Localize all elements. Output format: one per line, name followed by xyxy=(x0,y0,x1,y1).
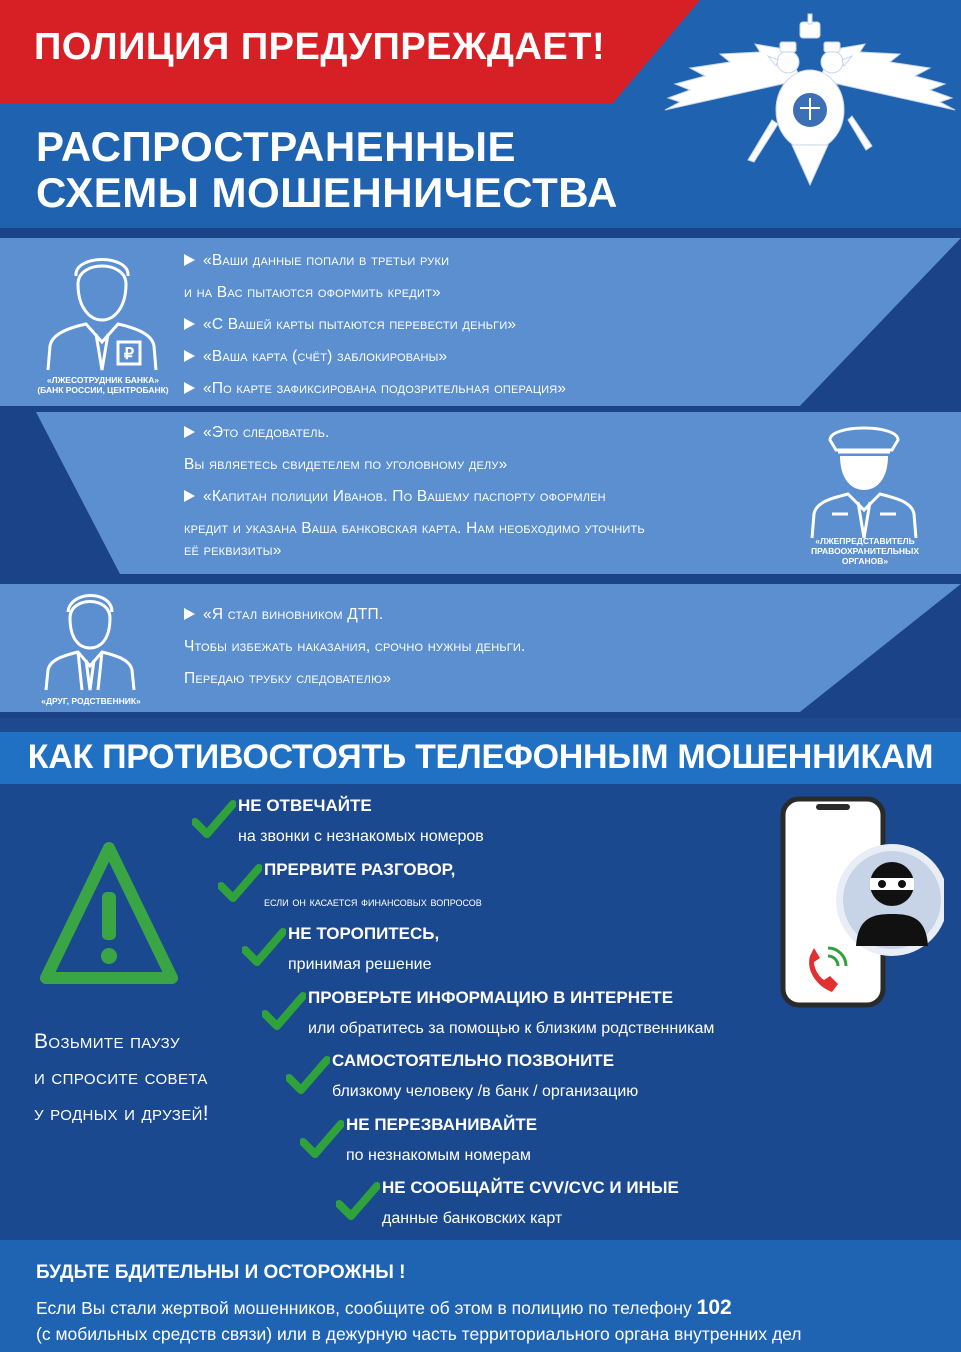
tip-subtext: близкому человеку /в банк / организацию xyxy=(332,1083,639,1100)
scheme-line-text: кредит и указана Ваша банковская карта. Нам необходимо уточнить xyxy=(184,520,645,537)
checkmark-icon xyxy=(192,800,236,840)
scheme-line xyxy=(184,284,441,302)
scheme-line xyxy=(184,670,391,688)
scheme-line-text: Вы являетесь свидетелем по уголовному делу» xyxy=(184,456,508,473)
scheme-line-text: и на Вас пытаются оформить кредит» xyxy=(184,284,441,301)
tip-heading: НЕ СООБЩАЙТЕ CVV/CVC И ИНЫЕ xyxy=(382,1178,679,1197)
police-officer-icon xyxy=(808,418,920,540)
bullet-triangle-icon xyxy=(184,350,195,362)
bullet-triangle-icon xyxy=(184,318,195,330)
checkmark-icon xyxy=(300,1120,344,1160)
tip-subtext: или обратитесь за помощью к близким родственникам xyxy=(308,1020,715,1037)
bullet-triangle-icon xyxy=(184,382,195,394)
scheme-line xyxy=(184,638,526,656)
relative-person-icon xyxy=(42,586,138,692)
scheme-line xyxy=(184,606,383,624)
scheme-line-text: «Я стал виновником ДТП. xyxy=(203,606,384,623)
checkmark-icon xyxy=(336,1182,380,1222)
caption-line: «ДРУГ, РОДСТВЕННИК» xyxy=(41,696,141,706)
scheme-relative xyxy=(0,584,961,712)
scheme-line-text: «Капитан полиции Иванов. По Вашему паспорту оформлен xyxy=(203,488,606,505)
footer-line-1-text: Если Вы стали жертвой мошенников, сообщите об этом в полицию по телефону xyxy=(36,1298,692,1318)
page-title xyxy=(36,124,618,216)
caption-line: «ЛЖЕПРЕДСТАВИТЕЛЬ xyxy=(815,536,915,546)
pause-advice-line: Возьмите паузу xyxy=(34,1030,180,1053)
phone-scammer-icon xyxy=(780,796,944,1010)
scheme-line xyxy=(184,252,449,270)
tip-heading: САМОСТОЯТЕЛЬНО ПОЗВОНИТЕ xyxy=(332,1051,615,1070)
tip-subtext: если он касается финансовых вопросов xyxy=(264,894,482,909)
caption-fake-officer xyxy=(800,536,930,566)
scheme-line-text: Чтобы избежать наказания, срочно нужны деньги. xyxy=(184,638,526,655)
pause-advice-line: и спросите совета xyxy=(34,1066,208,1089)
pause-advice-line: у родных и друзей! xyxy=(34,1102,210,1125)
bullet-triangle-icon xyxy=(184,426,195,438)
bullet-triangle-icon xyxy=(184,254,195,266)
scheme-line-text: Передаю трубку следователю» xyxy=(184,670,392,687)
scheme-line xyxy=(184,488,606,506)
scheme-line-text: «С Вашей карты пытаются перевести деньги» xyxy=(203,316,517,333)
caption-line: (БАНК РОССИИ, ЦЕНТРОБАНК) xyxy=(37,385,169,395)
tip-heading: НЕ ОТВЕЧАЙТЕ xyxy=(238,796,372,815)
tip-heading: ПРЕРВИТЕ РАЗГОВОР, xyxy=(264,860,456,879)
scheme-bank-employee xyxy=(0,238,961,406)
tip-subtext: принимая решение xyxy=(288,956,432,973)
tip-subtext: по незнакомым номерам xyxy=(346,1147,531,1164)
tip-subtext: на звонки с незнакомых номеров xyxy=(238,828,484,845)
scheme-line-text: «Ваша карта (счёт) заблокированы» xyxy=(203,348,448,365)
page-title-line-1: РАСПРОСТРАНЕННЫЕ xyxy=(36,123,516,170)
page-title-line-2: СХЕМЫ МОШЕННИЧЕСТВА xyxy=(36,169,618,216)
caption-line: «ЛЖЕСОТРУДНИК БАНКА» xyxy=(46,375,160,385)
tip-subtext: данные банковских карт xyxy=(382,1210,563,1227)
warning-triangle-icon xyxy=(38,838,180,988)
tip-heading: НЕ ПЕРЕЗВАНИВАЙТЕ xyxy=(346,1115,538,1134)
caption-line: ОРГАНОВ» xyxy=(841,556,889,566)
tip-heading: НЕ ТОРОПИТЕСЬ, xyxy=(288,924,440,943)
caption-relative xyxy=(26,696,156,706)
checkmark-icon xyxy=(286,1056,330,1096)
footer-line-2: (с мобильных средств связи) или в дежурную часть территориального органа внутренних дел xyxy=(36,1324,802,1344)
scheme-line-text: её реквизиты» xyxy=(184,542,282,559)
pause-advice xyxy=(34,1024,209,1132)
footer-title: БУДЬТЕ БДИТЕЛЬНЫ И ОСТОРОЖНЫ ! xyxy=(36,1262,406,1283)
howto-title: КАК ПРОТИВОСТОЯТЬ ТЕЛЕФОННЫМ МОШЕННИКАМ xyxy=(27,738,934,776)
bullet-triangle-icon xyxy=(184,490,195,502)
scheme-line-text: «По карте зафиксирована подозрительная операция» xyxy=(203,380,567,397)
scheme-line xyxy=(184,380,566,398)
svg-text:₽: ₽ xyxy=(123,346,135,363)
police-phone-number: 102 xyxy=(696,1296,732,1319)
police-eagle-emblem-icon xyxy=(660,10,960,190)
scheme-line xyxy=(184,520,645,538)
tip-heading: ПРОВЕРЬТЕ ИНФОРМАЦИЮ В ИНТЕРНЕТЕ xyxy=(308,988,674,1007)
banner-title: ПОЛИЦИЯ ПРЕДУПРЕЖДАЕТ! xyxy=(34,26,606,68)
checkmark-icon xyxy=(218,864,262,904)
caption-line: ПРАВООХРАНИТЕЛЬНЫХ xyxy=(810,546,920,556)
scheme-line xyxy=(184,348,447,366)
caption-bank-employee xyxy=(28,375,178,395)
checkmark-icon xyxy=(262,992,306,1032)
scheme-line xyxy=(184,456,507,474)
scheme-line xyxy=(184,424,330,442)
scheme-line xyxy=(184,542,282,560)
scheme-fake-officer xyxy=(0,412,961,574)
bank-employee-icon xyxy=(44,246,160,372)
scheme-line xyxy=(184,316,516,334)
scheme-line-text: «Ваши данные попали в третьи руки xyxy=(203,252,450,269)
checkmark-icon xyxy=(242,928,286,968)
bullet-triangle-icon xyxy=(184,608,195,620)
scheme-line-text: «Это следователь. xyxy=(203,424,330,441)
footer-line-1 xyxy=(36,1296,732,1320)
